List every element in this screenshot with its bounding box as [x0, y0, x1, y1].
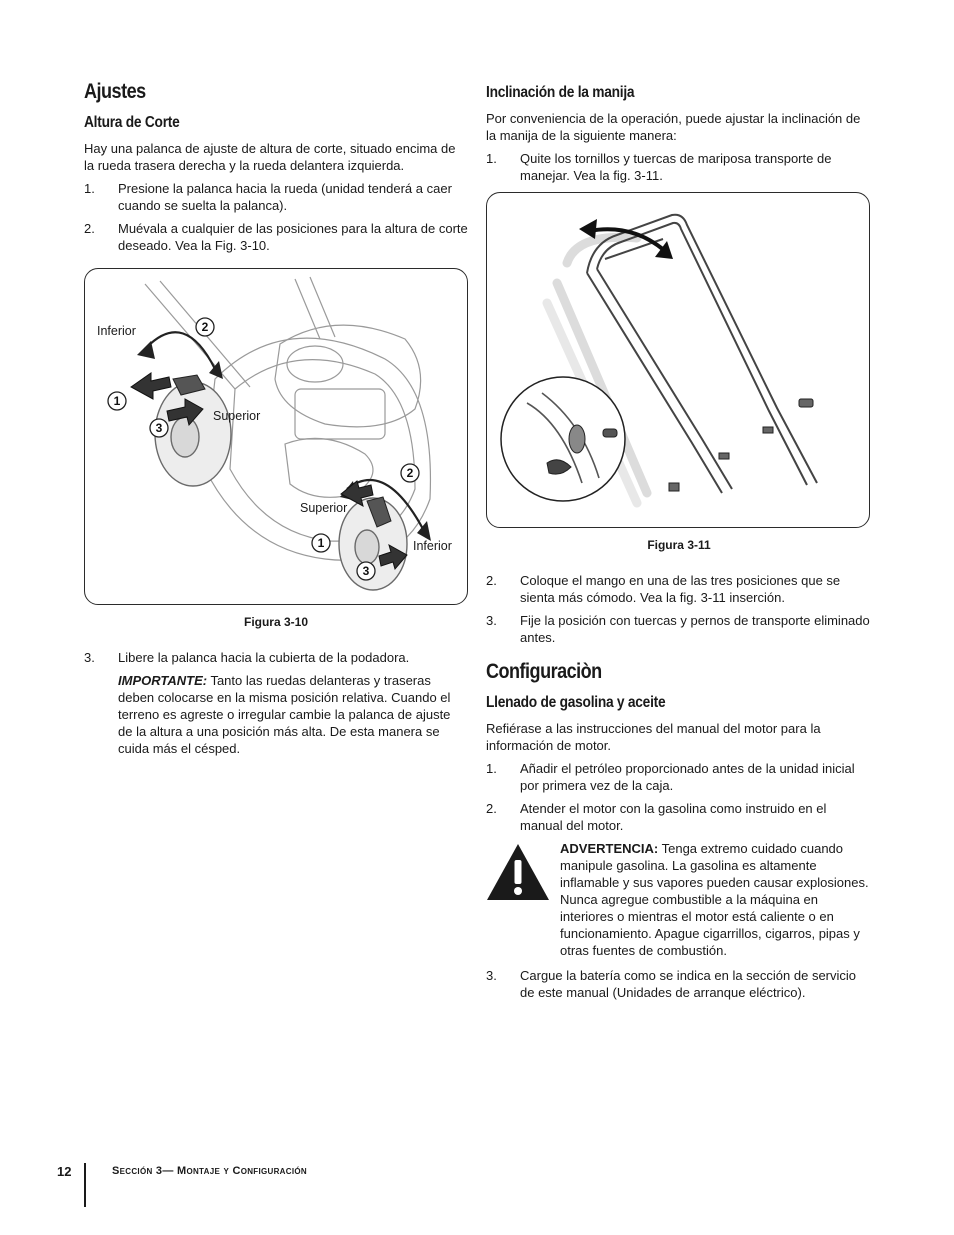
- callout-3-bottom: 3: [362, 564, 370, 578]
- left-column: [84, 80, 468, 763]
- list-item: 1. Presione la palanca hacia la rueda (unidad tenderá a caer cuando se suelta la palanca).: [84, 181, 452, 213]
- callout-1-bottom: 1: [317, 536, 325, 550]
- section-title-configuracion: Configuraciòn: [486, 660, 602, 683]
- warning-block: [486, 840, 872, 959]
- label-inferior-top: Inferior: [97, 324, 136, 338]
- list-item: 3. Libere la palanca hacia la cubierta de la podadora.: [84, 650, 410, 665]
- list-item: 2. Coloque el mango en una de las tres posiciones que se sienta más cómodo. Vea la fig. 3-11 inserción.: [486, 573, 841, 605]
- list-item: 2. Muévala a cualquier de las posiciones para la altura de corte deseado. Vea la Fig. 3-10.: [84, 221, 468, 253]
- handle-steps: [486, 150, 872, 184]
- steps-list: [84, 180, 468, 254]
- subtitle-altura-de-corte: Altura de Corte: [84, 114, 180, 131]
- list-item: 3. Fije la posición con tuercas y pernos de transporte eliminado antes.: [486, 613, 870, 645]
- steps-list-continued: [84, 649, 468, 666]
- footer-divider: [84, 1163, 86, 1207]
- list-item: 3. Cargue la batería como se indica en la sección de servicio de este manual (Unidades de arranque eléctrico).: [486, 968, 857, 1000]
- intro-paragraph: Hay una palanca de ajuste de altura de corte, situado encima de la rueda trasera derecha y la rueda delantera izquierda.: [84, 141, 456, 173]
- handle-intro: Por conveniencia de la operación, puede ajustar la inclinación de la manija de la siguiente manera:: [486, 111, 861, 143]
- important-note: [84, 672, 468, 757]
- fuel-intro: Refiérase a las instrucciones del manual del motor para la información de motor.: [486, 721, 821, 753]
- warning-label: ADVERTENCIA:: [560, 841, 659, 856]
- callout-2-top: 2: [201, 320, 209, 334]
- callout-1-top: 1: [113, 394, 121, 408]
- subtitle-inclinacion: Inclinación de la manija: [486, 84, 635, 101]
- label-inferior-bottom: Inferior: [413, 539, 452, 553]
- fuel-steps-continued: [486, 967, 872, 1001]
- figure-3-10-caption: Figura 3-10: [243, 615, 309, 629]
- footer-section-title: Sección 3— Montaje y Configuración: [112, 1165, 307, 1177]
- page-number: 12: [57, 1164, 72, 1179]
- important-text: Tanto las ruedas delanteras y traseras deben colocarse en la misma posición relativa. Cuando el terreno es agreste o irregular cambie la palanca de ajuste de la altura a una posición más alta. De esta manera se cuida más el césped.: [118, 673, 451, 756]
- figure-3-11: [486, 192, 870, 528]
- subtitle-llenado: Llenado de gasolina y aceite: [486, 694, 666, 711]
- mower-height-illustration: [85, 269, 467, 604]
- callout-2-bottom: 2: [406, 466, 414, 480]
- callout-3-top: 3: [155, 421, 163, 435]
- right-column: [486, 84, 872, 1007]
- important-label: IMPORTANTE:: [118, 673, 208, 688]
- warning-text: ADVERTENCIA: Tenga extremo cuidado cuando manipule gasolina. La gasolina es altamente inflamable y sus vapores pueden causar explosiones. Nunca agregue combustible a la máquina en interiores o mientras el motor está caliente o en funcionamiento. Apague cigarrillos, cigarros, pipas y otras fuentes de combustión.: [560, 841, 869, 958]
- list-item: 1. Quite los tornillos y tuercas de mariposa transporte de manejar. Vea la fig. 3-11.: [486, 151, 832, 183]
- fuel-steps: [486, 760, 872, 834]
- figure-3-11-caption: Figura 3-11: [647, 538, 711, 552]
- list-item: 2. Atender el motor con la gasolina como instruido en el manual del motor.: [486, 801, 827, 833]
- list-item: 1. Añadir el petróleo proporcionado antes de la unidad inicial por primera vez de la caja.: [486, 761, 855, 793]
- figure-3-10: [84, 268, 468, 605]
- label-superior-top: Superior: [213, 409, 261, 423]
- warning-triangle-icon: [486, 842, 550, 902]
- label-superior-bottom: Superior: [300, 501, 348, 515]
- handle-steps-continued: [486, 572, 872, 646]
- handle-angle-illustration: [487, 193, 869, 527]
- section-title-ajustes: Ajustes: [84, 80, 146, 103]
